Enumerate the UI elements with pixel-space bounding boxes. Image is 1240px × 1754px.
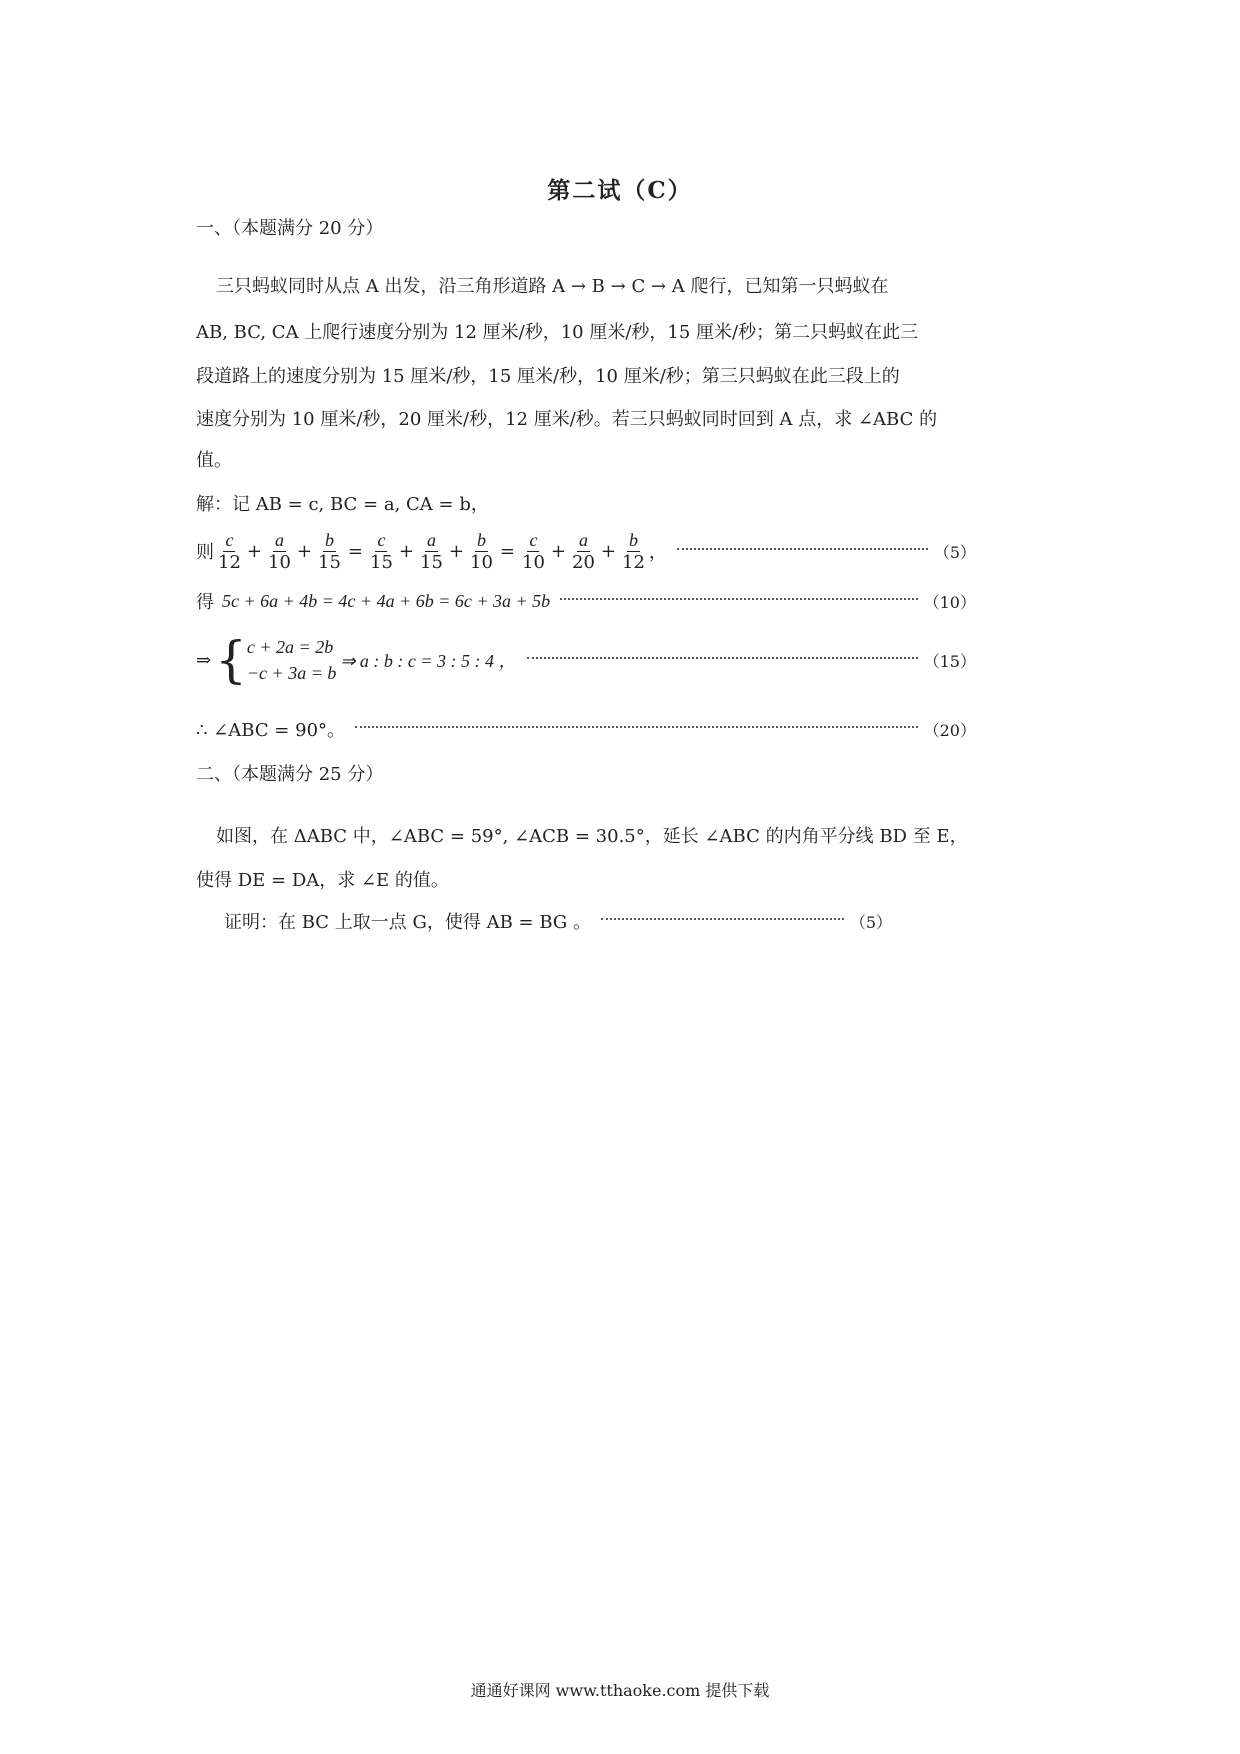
fraction	[520, 529, 547, 574]
solution-step-2	[196, 586, 976, 616]
problem-2-line-1: 如图，在 ΔABC 中，∠ABC = 59°, ∠ACB = 30.5°，延长 ∠ABC 的内角平分线 BD 至 E，	[216, 826, 968, 847]
numerator: b	[324, 529, 334, 550]
section-1-heading: 一、（本题满分 20 分）	[196, 218, 384, 239]
solution-step-3	[196, 630, 976, 690]
numerator: a	[426, 529, 436, 550]
denominator: 15	[420, 551, 443, 573]
problem-1-line-4: 速度分别为 10 厘米/秒，20 厘米/秒，12 厘米/秒。若三只蚂蚁同时回到 A 点，求 ∠ABC 的	[196, 409, 938, 430]
fraction	[418, 529, 445, 574]
problem-1-line-2: AB, BC, CA 上爬行速度分别为 12 厘米/秒，10 厘米/秒，15 厘米/秒；第二只蚂蚁在此三	[196, 322, 919, 343]
plus-sign: +	[398, 540, 414, 562]
fraction	[468, 529, 495, 574]
problem-2-line-2: 使得 DE = DA，求 ∠E 的值。	[196, 870, 449, 891]
step-4-expression: ∴ ∠ABC = 90°。	[196, 720, 346, 741]
step-2-prefix: 得	[196, 592, 214, 613]
system-equation-2: −c + 3a = b	[246, 663, 337, 683]
problem-1-line-3: 段道路上的速度分别为 15 厘米/秒，15 厘米/秒，10 厘米/秒；第三只蚂蚁在此三段上的	[196, 366, 900, 387]
leader-dots	[355, 726, 918, 728]
footer-credit: 通通好课网 www.tthaoke.com 提供下载	[470, 1681, 770, 1700]
plus-sign: +	[448, 540, 464, 562]
equals-sign: =	[499, 540, 515, 562]
proof-step	[224, 906, 892, 936]
denominator: 12	[622, 551, 645, 573]
numerator: c	[225, 529, 234, 550]
left-brace: {	[215, 631, 247, 689]
step-1-prefix: 则	[196, 542, 214, 563]
plus-sign: +	[600, 540, 616, 562]
numerator: c	[529, 529, 538, 550]
denominator: 10	[268, 551, 291, 573]
fraction	[216, 529, 243, 574]
system-equation-1: c + 2a = 2b	[246, 637, 334, 657]
denominator: 10	[522, 551, 545, 573]
leader-dots	[601, 918, 844, 920]
step-2-expression: 5c + 6a + 4b = 4c + 4a + 6b = 6c + 3a + 5b	[222, 590, 551, 611]
plus-sign: +	[550, 540, 566, 562]
fraction	[620, 529, 647, 574]
fraction	[368, 529, 395, 574]
problem-1-line-5: 值。	[196, 450, 232, 471]
equals-sign: =	[347, 540, 363, 562]
denominator: 15	[318, 551, 341, 573]
denominator: 12	[218, 551, 241, 573]
solution-intro: 解：记 AB = c, BC = a, CA = b，	[196, 494, 489, 515]
solution-step-4	[196, 714, 976, 744]
proof-score: （5）	[849, 912, 892, 932]
equation-system	[215, 631, 337, 689]
ratio-result: ⇒ a : b : c = 3 : 5 : 4 ，	[340, 651, 517, 671]
fraction	[570, 529, 597, 574]
numerator: a	[578, 529, 588, 550]
leader-dots	[527, 657, 918, 659]
step-1-score: （5）	[933, 542, 976, 562]
plus-sign: +	[296, 540, 312, 562]
numerator: c	[377, 529, 386, 550]
numerator: b	[476, 529, 486, 550]
step-3-score: （15）	[923, 651, 976, 671]
implies-arrow: ⇒	[196, 649, 212, 671]
denominator: 10	[470, 551, 493, 573]
leader-dots	[677, 548, 928, 550]
fraction	[266, 529, 293, 574]
step-2-score: （10）	[923, 592, 976, 612]
proof-text: 证明：在 BC 上取一点 G，使得 AB = BG 。	[224, 912, 592, 933]
denominator: 15	[370, 551, 393, 573]
fraction-equation	[214, 529, 649, 574]
numerator: b	[628, 529, 638, 550]
fraction	[316, 529, 343, 574]
denominator: 20	[572, 551, 595, 573]
step-1-suffix: ，	[648, 542, 667, 563]
solution-step-1	[196, 522, 976, 580]
plus-sign: +	[246, 540, 262, 562]
problem-1-line-1: 三只蚂蚁同时从点 A 出发，沿三角形道路 A → B → C → A 爬行，已知第一只蚂蚁在	[216, 276, 889, 297]
step-4-score: （20）	[923, 720, 976, 740]
section-2-heading: 二、（本题满分 25 分）	[196, 764, 384, 785]
exam-title: 第二试（C）	[547, 177, 693, 204]
leader-dots	[560, 598, 917, 600]
numerator: a	[274, 529, 284, 550]
